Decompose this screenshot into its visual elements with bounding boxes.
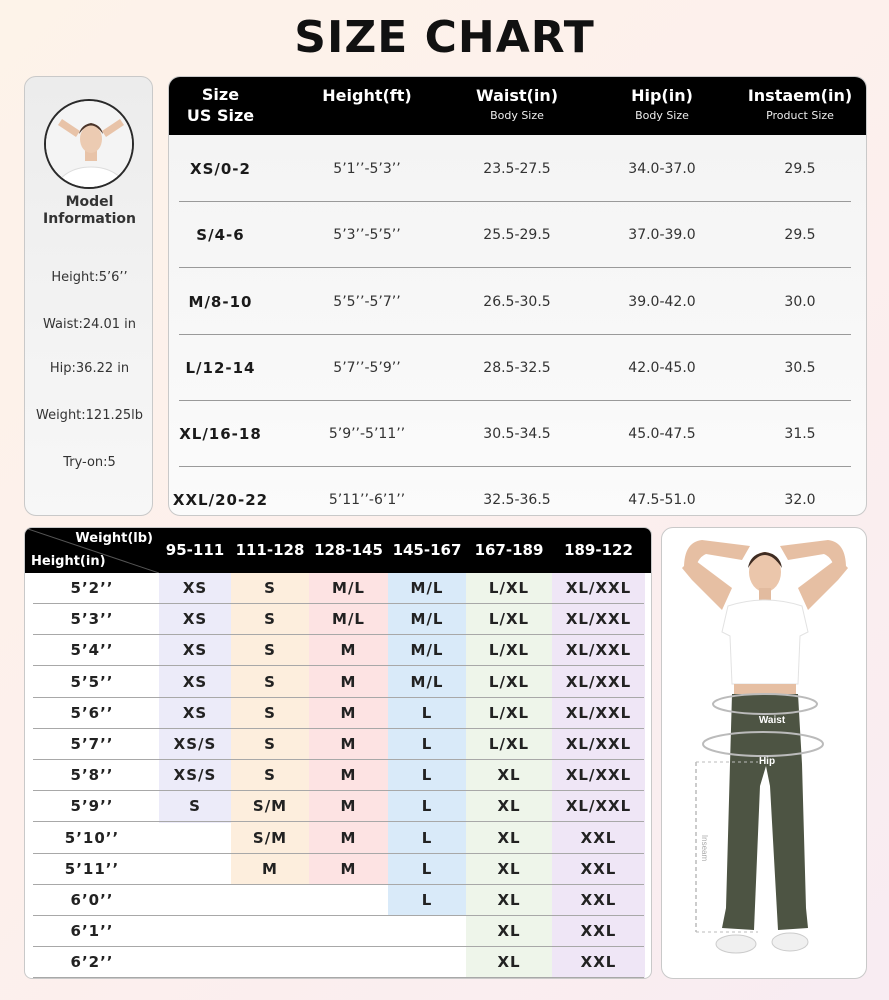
model-height: Height:5’6’’ [51,270,128,285]
row-height: 5’5’’-5’7’’ [333,294,401,310]
grid-size-cell: XL [497,828,521,847]
grid-weight-header: 145-167 [392,541,462,559]
grid-size-cell: L [421,735,433,753]
row-size: XXL/20-22 [172,491,269,509]
grid-size-cell: M [340,766,357,785]
grid-size-cell: XXL [580,953,617,972]
grid-size-cell: XXL [580,891,617,909]
grid-row-height: 5’11’’ [64,859,120,878]
grid-row [25,635,652,666]
row-height: 5’11’’-6’1’’ [328,492,406,508]
grid-size-cell: M/L [410,579,444,597]
header-hip-label: Hip(in) [631,86,693,105]
grid-row-divider [33,977,644,978]
grid-size-cell: XS [182,641,208,660]
grid-size-cell: XXL [580,828,617,847]
grid-size-cell: XXL [580,859,617,878]
row-inseam: 29.5 [784,227,816,243]
grid-size-cell: M [262,859,278,878]
row-waist: 25.5-29.5 [483,227,551,243]
row-hip: 47.5-51.0 [628,492,696,508]
grid-row [25,667,652,698]
grid-weight-header: 189-122 [564,541,633,559]
size-table-row [169,136,867,202]
header-height-label: Height(ft) [322,86,412,105]
grid-size-cell: XXL [580,922,617,941]
model-info-title [25,194,154,228]
row-waist: 30.5-34.5 [483,426,551,442]
size-table-row [169,202,867,268]
grid-size-cell: XL [497,797,521,816]
grid-size-cell [159,854,231,885]
grid-row [25,916,652,947]
grid-size-cell: S [264,641,276,660]
waist-label: Waist [758,715,786,726]
grid-size-cell [159,823,231,854]
grid-weight-header: 111-128 [235,541,305,559]
row-height: 5’1’’-5’3’’ [333,161,401,177]
grid-row-height: 5’8’’ [70,766,114,785]
header-size [169,77,272,135]
grid-size-cell: XL [497,891,521,909]
grid-size-cell: M [340,828,357,847]
grid-size-cell [309,885,388,916]
hip-label: Hip [758,756,776,767]
grid-weight-header: 95-111 [165,541,225,559]
grid-size-cell [388,916,466,947]
grid-size-cell: XL/XXL [565,672,632,691]
row-waist: 23.5-27.5 [483,161,551,177]
grid-size-cell: M [340,672,357,691]
grid-size-cell: L [421,797,433,816]
grid-size-cell: L/XL [488,610,530,629]
row-waist: 32.5-36.5 [483,492,551,508]
grid-row [25,760,652,791]
grid-row-height: 5’2’’ [70,579,114,597]
grid-size-cell: XL [497,922,521,941]
row-hip: 42.0-45.0 [628,360,696,376]
grid-size-cell: XS [182,610,208,629]
grid-size-cell: S [264,672,276,691]
grid-row [25,573,652,604]
grid-size-cell: M [340,703,357,722]
row-inseam: 31.5 [784,426,816,442]
row-inseam: 30.0 [784,294,816,310]
grid-row-height: 5’10’’ [64,828,120,847]
grid-size-cell: L/XL [488,703,530,722]
size-table-row [169,401,867,467]
grid-size-cell: M/L [332,610,365,629]
grid-size-cell: M [340,641,357,660]
model-hip: Hip:36.22 in [49,361,130,376]
row-size: XL/16-18 [179,425,262,443]
grid-size-cell: L [421,891,433,909]
grid-size-cell [159,916,231,947]
grid-row [25,791,652,822]
header-waist-sub: Body Size [490,109,544,122]
grid-size-cell: L/XL [488,641,530,660]
grid-size-cell [309,916,388,947]
row-size: L/12-14 [185,359,256,377]
model-info-title-line2: Information [43,211,136,227]
row-hip: 37.0-39.0 [628,227,696,243]
row-height: 5’7’’-5’9’’ [333,360,401,376]
model-info-title-line1: Model [65,194,114,210]
model-info-card [24,76,153,516]
header-inseam [732,77,867,135]
grid-row-height: 5’4’’ [70,641,114,660]
grid-size-cell: XL [497,766,521,785]
grid-size-cell: L [421,766,433,785]
model-portrait-icon [46,101,134,189]
grid-size-cell [309,947,388,978]
row-size: M/8-10 [188,293,253,311]
grid-size-cell: XL/XXL [565,641,632,660]
grid-size-cell: L/XL [488,672,530,691]
grid-size-cell: M/L [410,672,444,691]
grid-size-cell: L [421,859,433,878]
grid-size-cell: XL/XXL [565,579,632,597]
size-table-row [169,269,867,335]
grid-row-height: 5’7’’ [70,735,114,753]
header-inseam-label: Instaem(in) [747,86,853,105]
grid-size-cell [231,916,309,947]
grid-row-height: 5’5’’ [70,672,114,691]
grid-row [25,823,652,854]
grid-size-cell: L/XL [488,579,530,597]
grid-height-label: Height(in) [31,554,106,569]
header-waist [442,77,592,135]
grid-row-height: 5’6’’ [70,703,114,722]
row-waist: 28.5-32.5 [483,360,551,376]
header-waist-label: Waist(in) [475,86,559,105]
grid-weight-header: 128-145 [314,541,383,559]
grid-size-cell: L [421,828,433,847]
grid-row-height: 5’9’’ [70,797,114,816]
grid-size-cell: M [340,797,357,816]
grid-size-cell [231,947,309,978]
header-hip [592,77,732,135]
grid-row [25,854,652,885]
grid-size-cell: XL [497,953,521,972]
size-table [168,76,867,516]
model-photo-card [661,527,867,979]
row-waist: 26.5-30.5 [483,294,551,310]
grid-size-cell: M [340,859,357,878]
grid-size-cell: M/L [410,641,444,660]
grid-row [25,698,652,729]
model-weight: Weight:121.25lb [35,408,144,423]
grid-corner [25,528,159,573]
grid-size-cell: XL/XXL [565,797,632,816]
header-inseam-sub: Product Size [766,109,834,122]
grid-weight-label: Weight(lb) [75,531,153,546]
page-title: SIZE CHART [294,12,595,63]
header-hip-sub: Body Size [635,109,689,122]
grid-size-cell: S [264,735,276,753]
grid-size-cell: M [340,735,357,753]
row-hip: 34.0-37.0 [628,161,696,177]
grid-size-cell [159,947,231,978]
weight-height-grid [24,527,652,979]
model-avatar [44,99,134,189]
header-us-size-label: US Size [186,106,255,125]
grid-size-cell: M/L [410,610,444,629]
grid-row [25,604,652,635]
grid-size-cell: S [264,579,276,597]
row-size: XS/0-2 [190,160,251,178]
size-table-header [169,77,867,135]
grid-size-cell: S [264,766,276,785]
size-table-row [169,335,867,401]
grid-size-cell: XS [182,672,208,691]
grid-size-cell: S [189,797,201,816]
header-size-label: Size [201,85,240,104]
grid-size-cell: XL [497,859,521,878]
grid-size-cell: XL/XXL [565,703,632,722]
header-height [272,77,462,135]
grid-row [25,947,652,978]
row-inseam: 29.5 [784,161,816,177]
grid-row [25,729,652,760]
row-hip: 39.0-42.0 [628,294,696,310]
grid-size-cell: XL/XXL [565,766,632,785]
model-full-photo [662,528,867,979]
row-height: 5’3’’-5’5’’ [333,227,401,243]
row-size: S/4-6 [196,226,245,244]
grid-size-cell: XL/XXL [565,735,632,753]
inseam-label: Inseam [700,834,709,862]
grid-size-cell [231,885,309,916]
model-tryon: Try-on:5 [63,455,116,470]
grid-size-cell: L [421,703,433,722]
row-hip: 45.0-47.5 [628,426,696,442]
grid-row-height: 5’3’’ [70,610,114,629]
grid-size-cell: L/XL [488,735,530,753]
grid-row-height: 6’1’’ [70,922,114,941]
grid-row-height: 6’0’’ [70,891,114,909]
grid-size-cell: M/L [332,579,365,597]
grid-header [25,528,652,573]
grid-size-cell: XS [182,703,208,722]
row-inseam: 30.5 [784,360,816,376]
grid-size-cell: XS/S [173,735,217,753]
grid-size-cell: XL/XXL [565,610,632,629]
row-divider [179,267,851,268]
size-table-row [169,467,867,516]
model-waist: Waist:24.01 in [42,317,137,332]
grid-size-cell [159,885,231,916]
grid-size-cell: XS/S [173,766,217,785]
grid-size-cell [388,947,466,978]
grid-size-cell: S [264,610,276,629]
grid-size-cell: S/M [252,828,288,847]
grid-size-cell: S/M [252,797,288,816]
grid-row-height: 6’2’’ [70,953,114,972]
row-inseam: 32.0 [784,492,816,508]
grid-row [25,885,652,916]
row-height: 5’9’’-5’11’’ [328,426,406,442]
grid-weight-header: 167-189 [474,541,544,559]
grid-size-cell: XS [182,579,208,597]
grid-size-cell: S [264,703,276,722]
